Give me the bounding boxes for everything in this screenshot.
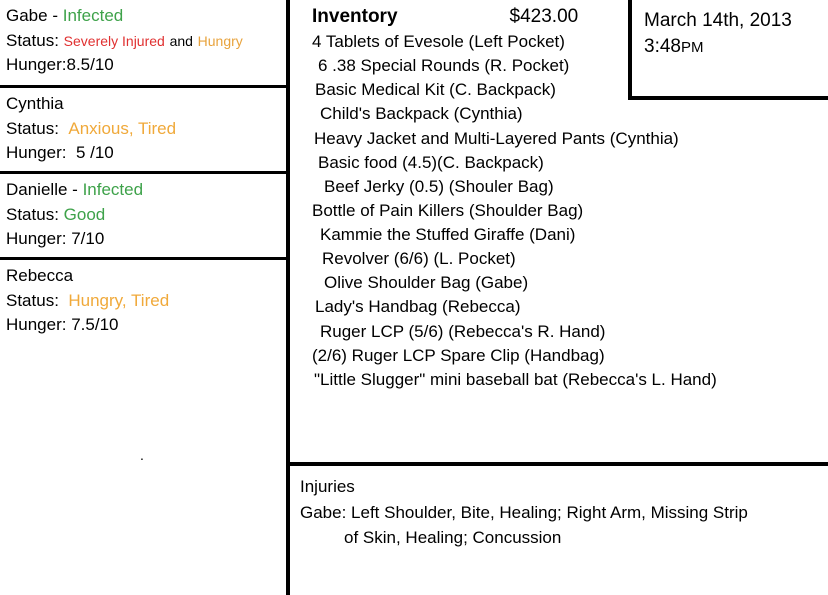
hunger-value: 8.5/10 bbox=[66, 55, 114, 75]
character-name: Rebecca bbox=[6, 266, 74, 285]
character-status-row bbox=[6, 29, 280, 54]
character-name: Danielle bbox=[6, 180, 68, 199]
character-name-row bbox=[6, 178, 280, 203]
list-item: Bottle of Pain Killers (Shoulder Bag) bbox=[312, 200, 584, 220]
hunger-value: 7.5/10 bbox=[71, 315, 119, 335]
list-item: Lady's Handbag (Rebecca) bbox=[315, 297, 521, 317]
list-item: Heavy Jacket and Multi-Layered Pants (Cynthia) bbox=[314, 128, 679, 148]
hunger-label: Hunger: bbox=[6, 229, 67, 249]
character-status-row bbox=[6, 289, 280, 314]
character-status-row bbox=[6, 117, 280, 142]
list-item: "Little Slugger" mini baseball bat (Rebecca's L. Hand) bbox=[314, 369, 717, 389]
character-hunger-row bbox=[6, 227, 280, 252]
list-item: (2/6) Ruger LCP Spare Clip (Handbag) bbox=[312, 345, 605, 365]
status-label: Status: bbox=[6, 118, 59, 138]
character-name: Cynthia bbox=[6, 94, 64, 113]
character-panel-rebecca bbox=[0, 260, 286, 344]
status-label: Status: bbox=[6, 204, 59, 224]
character-name: Gabe bbox=[6, 6, 48, 25]
status-label: Status: bbox=[6, 290, 59, 310]
current-time: 3:48 bbox=[644, 35, 681, 57]
money-amount: $423.00 bbox=[509, 6, 579, 27]
character-panel-gabe bbox=[0, 0, 286, 88]
character-panel-danielle bbox=[0, 174, 286, 260]
stray-mark: . bbox=[140, 447, 144, 463]
current-time-row bbox=[644, 34, 828, 60]
character-hunger-row bbox=[6, 313, 280, 338]
character-condition: Infected bbox=[62, 6, 124, 25]
list-item: Basic Medical Kit (C. Backpack) bbox=[315, 80, 556, 100]
hunger-value: 7/10 bbox=[71, 229, 105, 249]
character-condition: Infected bbox=[82, 180, 144, 199]
injuries-title: Injuries bbox=[300, 477, 355, 496]
hunger-value: 5 /10 bbox=[75, 143, 114, 163]
inventory-title: Inventory bbox=[312, 6, 398, 27]
list-item: Kammie the Stuffed Giraffe (Dani) bbox=[320, 225, 576, 244]
list-item: Olive Shoulder Bag (Gabe) bbox=[324, 273, 529, 293]
injuries-line-1: Gabe: Left Shoulder, Bite, Healing; Right Arm, Missing Strip bbox=[300, 502, 748, 522]
character-name-separator: - bbox=[72, 180, 78, 199]
hunger-label: Hunger: bbox=[6, 315, 67, 335]
list-item: Ruger LCP (5/6) (Rebecca's R. Hand) bbox=[320, 321, 606, 341]
list-item: Basic food (4.5)(C. Backpack) bbox=[318, 152, 544, 172]
hunger-label: Hunger: bbox=[6, 55, 67, 75]
status-label: Status: bbox=[6, 30, 59, 50]
hunger-label: Hunger: bbox=[6, 143, 67, 163]
character-hunger-row bbox=[6, 141, 280, 166]
status-conjunction: and bbox=[169, 32, 193, 49]
list-item: 4 Tablets of Evesole (Left Pocket) bbox=[312, 32, 565, 51]
date-time-box bbox=[628, 0, 828, 100]
list-item: 6 .38 Special Rounds (R. Pocket) bbox=[318, 56, 570, 76]
status-primary: Good bbox=[63, 204, 106, 224]
character-hunger-row bbox=[6, 53, 280, 78]
current-date: March 14th, 2013 bbox=[644, 10, 792, 31]
character-panel-cynthia bbox=[0, 88, 286, 174]
list-item: Beef Jerky (0.5) (Shouler Bag) bbox=[324, 176, 554, 196]
character-name-separator: - bbox=[52, 6, 58, 25]
status-primary: Severely Injured bbox=[63, 32, 165, 49]
character-name-row bbox=[6, 264, 280, 289]
status-primary: Anxious, Tired bbox=[68, 118, 177, 138]
character-name-row bbox=[6, 4, 280, 29]
list-item: Revolver (6/6) (L. Pocket) bbox=[322, 249, 516, 269]
injuries-section bbox=[290, 462, 828, 595]
injuries-line-2: of Skin, Healing; Concussion bbox=[344, 528, 562, 547]
character-name-row bbox=[6, 92, 280, 117]
list-item: Child's Backpack (Cynthia) bbox=[320, 104, 523, 124]
status-secondary: Hungry bbox=[197, 32, 243, 49]
status-primary: Hungry, Tired bbox=[68, 290, 170, 310]
character-panel-list bbox=[0, 0, 290, 595]
current-time-ampm: PM bbox=[680, 38, 704, 56]
character-status-row bbox=[6, 203, 280, 228]
